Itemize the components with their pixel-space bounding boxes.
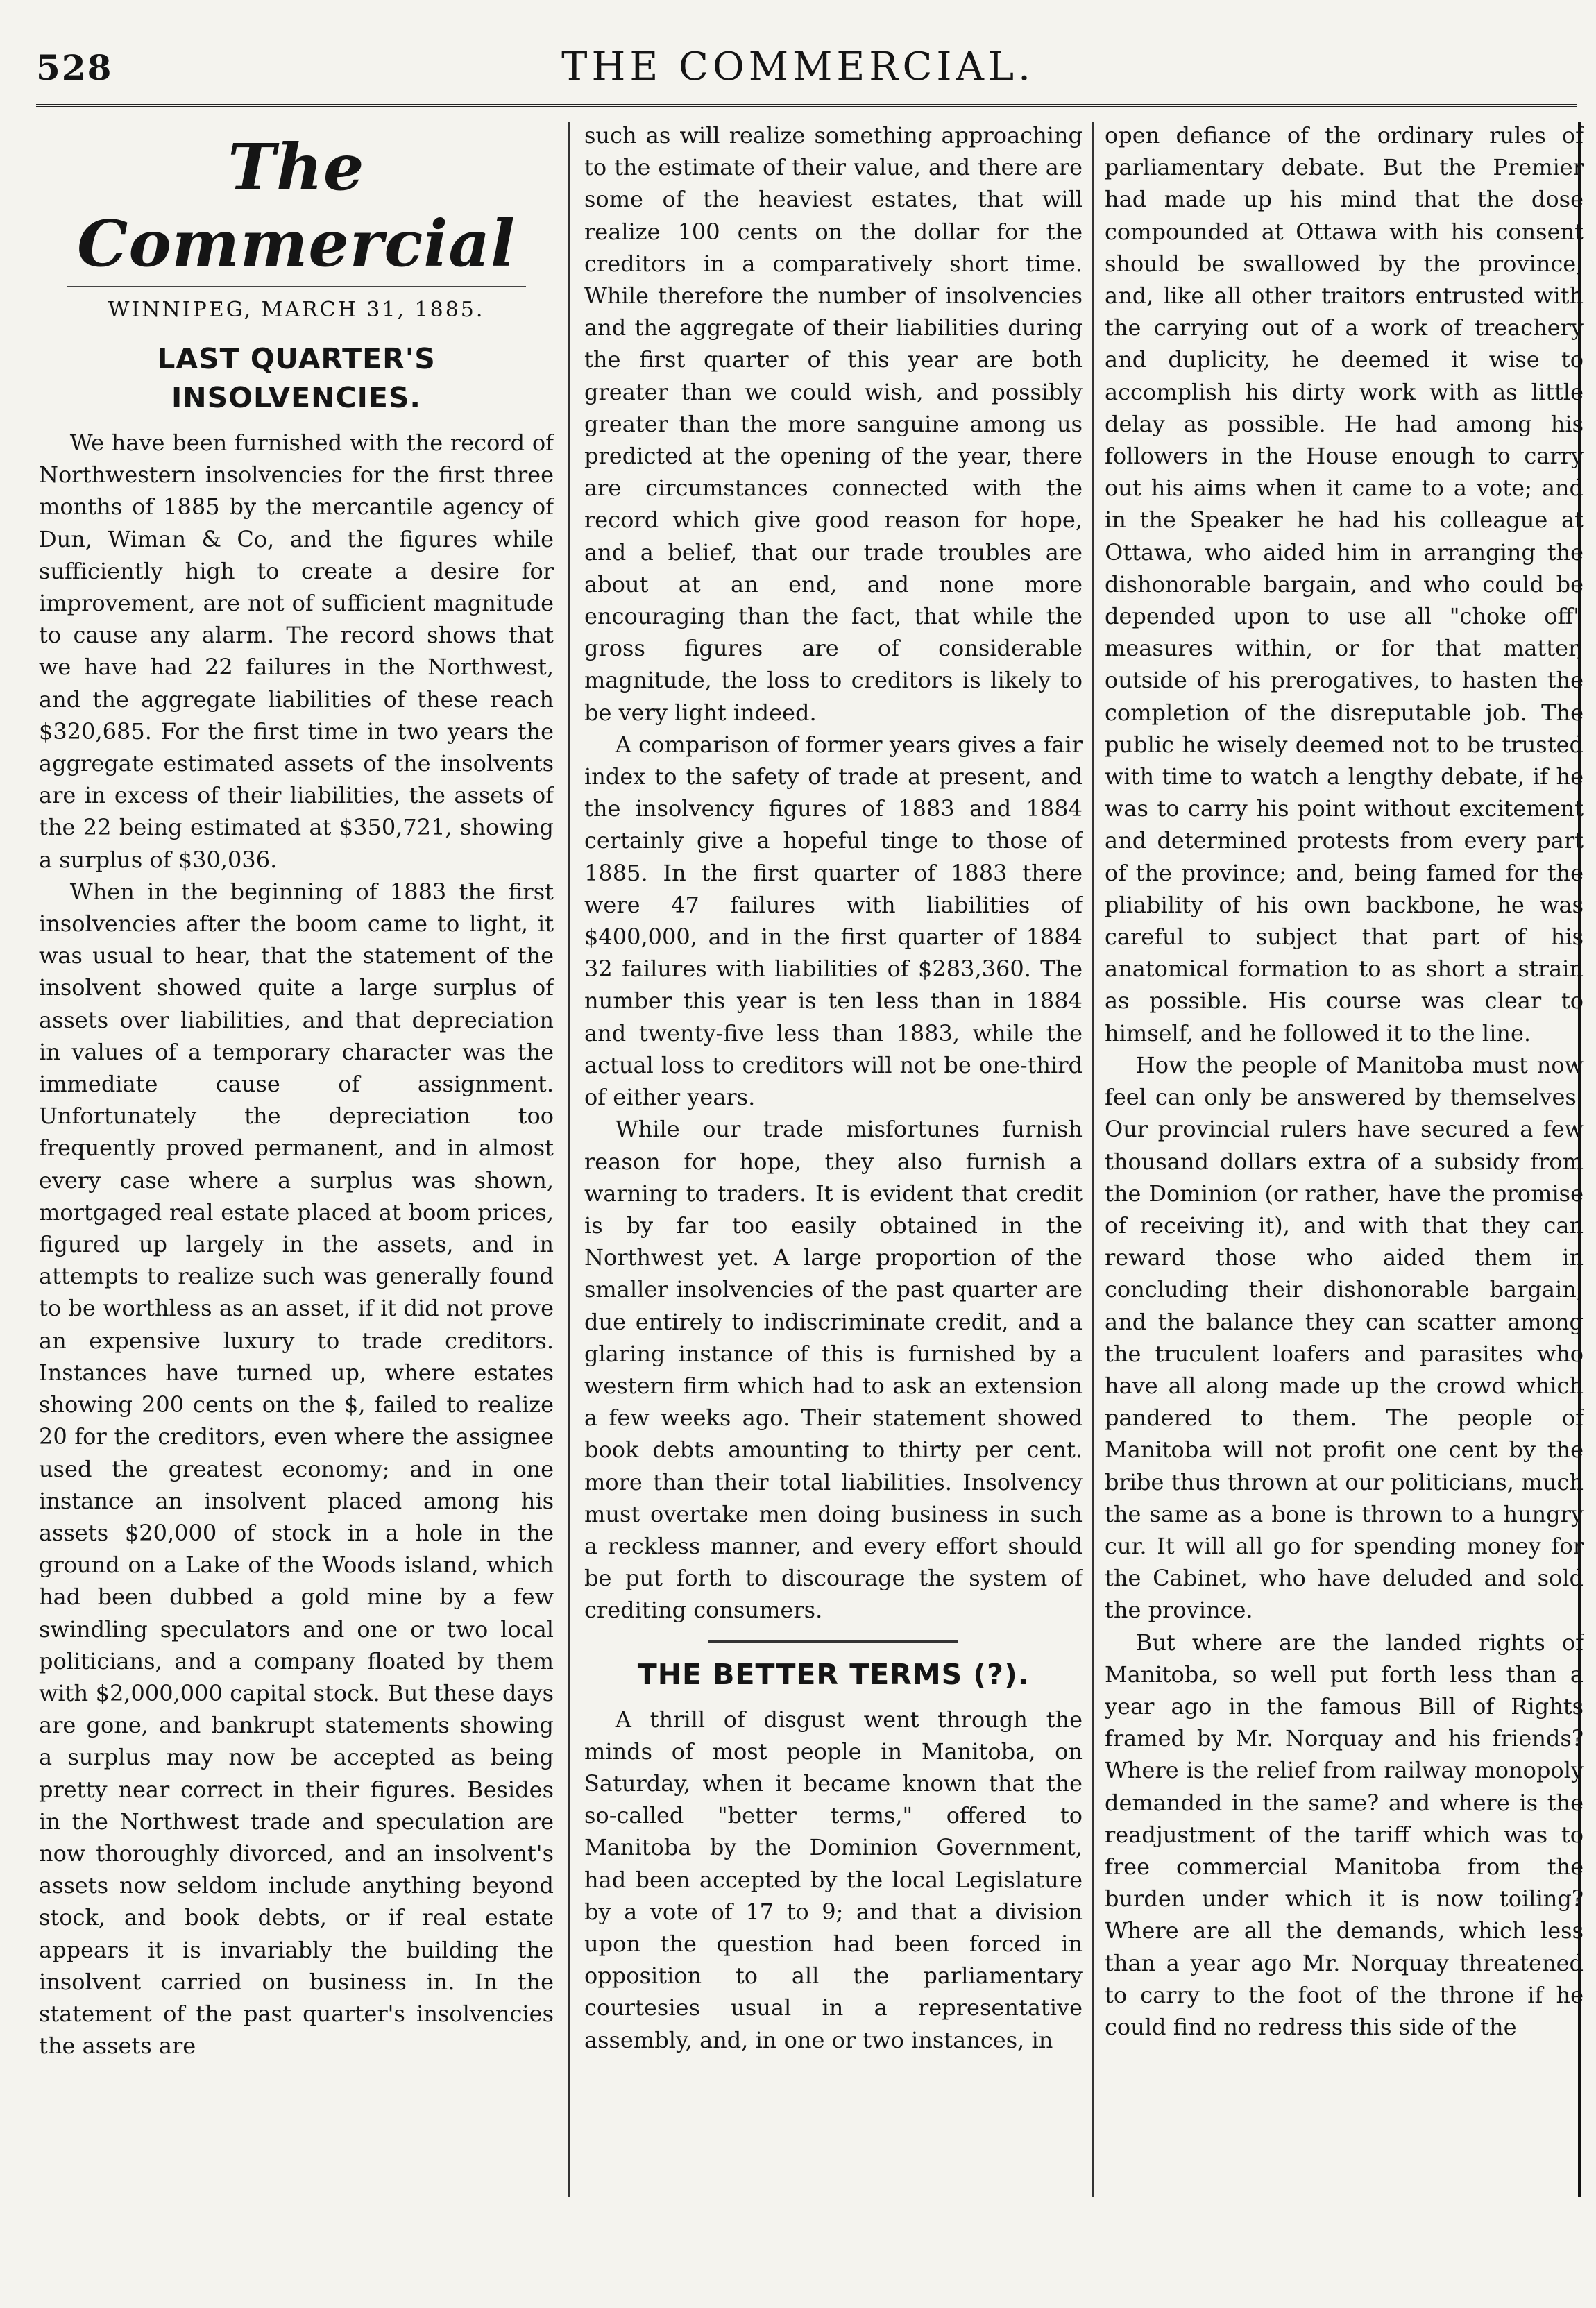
header-rule (36, 104, 1577, 107)
column-divider (1092, 122, 1094, 2197)
page-edge-rule (1578, 122, 1581, 2197)
paragraph: We have been furnished with the record of Northwestern insolvencies for the first three months of 1885 by the mercantile agency of Dun, Wiman & Co, and the figures while sufficiently high to create a desire for improvement, are not of sufficient magnitude to cause any alarm. The record shows that we have had 22 failures in the Northwest, and the aggregate liabilities of these reach $320,685. For the first time in two years the aggregate estimated assets of the insolvents are in excess of their liabilities, the assets of the 22 being estimated at $350,721, showing a surplus of $30,036. (39, 430, 554, 873)
article-heading-insolvencies: LAST QUARTER'S INSOLVENCIES. (157, 342, 436, 414)
page-number: 528 (36, 47, 113, 88)
paragraph: While our trade misfortunes furnish reason for hope, they also furnish a warning to traders. It is evident that credit is by far too easily obtained in the Northwest yet. A large proportion of the smaller insolvencies of the past quarter are due entirely to indiscriminate credit, and a glaring instance of this is furnished by a western firm which had to ask an extension a few weeks ago. Their statement showed book debts amounting to thirty per cent. more than their total liabilities. Insolvency must overtake men doing business in such a reckless manner, and every effort should be put forth to discourage the system of crediting consumers. (584, 1116, 1083, 1624)
article-heading-better-terms: THE BETTER TERMS (?). (637, 1657, 1030, 1691)
paragraph: How the people of Manitoba must now feel can only be answered by themselves. Our provincial rulers have secured a few thousand dollars extra of a subsidy from the Dominion (or rather, have the promise of receiving it), and with that they can reward those who aided them in concluding their dishonorable bargain, and the balance they can scatter among the truculent loafers and parasites who have all along made up the crowd which pandered to them. The people of Manitoba will not profit one cent by the bribe thus thrown at our politicians, much the same as a bone is thrown to a hungry cur. It will all go for spending money for the Cabinet, who have deluded and sold the province. (1105, 1051, 1584, 1624)
dateline: WINNIPEG, MARCH 31, 1885. (108, 298, 485, 322)
paragraph: When in the beginning of 1883 the first insolvencies after the boom came to light, it was usual to hear, that the statement of the insolvent showed quite a large surplus of assets over liabilities, and that depreciation in values of a temporary character was the immediate cause of assignment. Unfortunately the depreciation too frequently proved permanent, and in almost every case where a surplus was shown, mortgaged real estate placed at boom prices, figured up largely in the assets, and in attempts to realize such was generally found to be worthless as an asset, if it did not prove an expensive luxury to trade creditors. Instances have turned up, where estates showing 200 cents on the $, failed to realize 20 for the creditors, even where the assignee used the greatest economy; and in one instance an insolvent placed among his assets $20,000 of stock in a hole in the ground on a Lake of the Woods island, which had been dubbed a gold mine by a few swindling speculators and one or two local politicians, and a company floated by them with $2,000,000 capital stock. But these days are gone, and bankrupt statements showing a surplus may now be accepted as being pretty near correct in their figures. Besides in the Northwest trade and speculation are now thoroughly divorced, and an insolvent's assets now seldom include anything beyond stock, and book debts, or if real estate appears it is invariably the building the insolvent carried on business in. In the statement of the past quarter's insolvencies the assets are (39, 878, 554, 2060)
paragraph: A thrill of disgust went through the minds of most people in Manitoba, on Saturday, when it became known that the so-called "better terms," offered to Manitoba by the Dominion Government, had been accepted by the local Legislature by a vote of 17 to 9; and that a division upon the question had been forced in opposition to all the parliamentary courtesies usual in a representative assembly, and, in one or two instances, in (584, 1706, 1083, 2053)
paragraph: A comparison of former years gives a fair index to the safety of trade at present, and the insolvency figures of 1883 and 1884 certainly give a hopeful tinge to those of 1885. In the first quarter of 1883 there were 47 failures with liabilities of $400,000, and in the first quarter of 1884 32 failures with liabilities of $283,360. The number this year is ten less than in 1884 and twenty-five less than 1883, while the actual loss to creditors will not be one-third of either years. (584, 731, 1083, 1111)
section-rule (708, 1640, 958, 1643)
column-2 (584, 119, 1083, 2284)
paragraph: open defiance of the ordinary rules of parliamentary debate. But the Premier had made up his mind that the dose compounded at Ottawa with his consent should be swallowed by the province; and, like all other traitors entrusted with the carrying out of a work of treachery and duplicity, he deemed it wise to accomplish his dirty work with as little delay as possible. He had among his followers in the House enough to carry out his aims when it came to a vote; and in the Speaker he had his colleague at Ottawa, who aided him in arranging the dishonorable bargain, and who could be depended upon to use all "choke off" measures within, or for that matter, outside of his prerogatives, to hasten the completion of the disreputable job. The public he wisely deemed not to be trusted with time to watch a lengthy debate, if he was to carry his point without excitement and determined protests from every part of the province; and, being famed for the pliability of his own backbone, he was careful to subject that part of his anatomical formation to as short a strain as possible. His course was clear to himself, and he followed it to the line. (1105, 122, 1584, 1046)
journal-title: THE COMMERCIAL. (561, 44, 1035, 90)
column-1 (39, 119, 554, 2284)
paragraph: But where are the landed rights of Manitoba, so well put forth less than a year ago in the famous Bill of Rights framed by Mr. Norquay and his friends? Where is the relief from railway monopoly demanded in the same? and where is the readjustment of the tariff which was to free commercial Manitoba from the burden under which it is now toiling? Where are all the demands, which less than a year ago Mr. Norquay threatened to carry to the foot of the throne if he could find no redress this side of the (1105, 1629, 1584, 2040)
masthead-title: The Commercial (77, 130, 516, 281)
column-divider (568, 122, 570, 2197)
running-head (0, 44, 1596, 100)
paragraph: such as will realize something approaching to the estimate of their value, and there are some of the heaviest estates, that will realize 100 cents on the dollar for the creditors in a comparatively short time. While therefore the number of insolvencies and the aggregate of their liabilities during the first quarter of this year are both greater than we could wish, and possibly greater than the more sanguine among us predicted at the opening of the year, there are circumstances connected with the record which give good reason for hope, and a belief, that our trade troubles are about at an end, and none more encouraging than the fact, that while the gross figures are of considerable magnitude, the loss to creditors is likely to be very light indeed. (584, 122, 1083, 726)
column-3 (1105, 119, 1584, 2284)
masthead-rule (67, 285, 526, 287)
